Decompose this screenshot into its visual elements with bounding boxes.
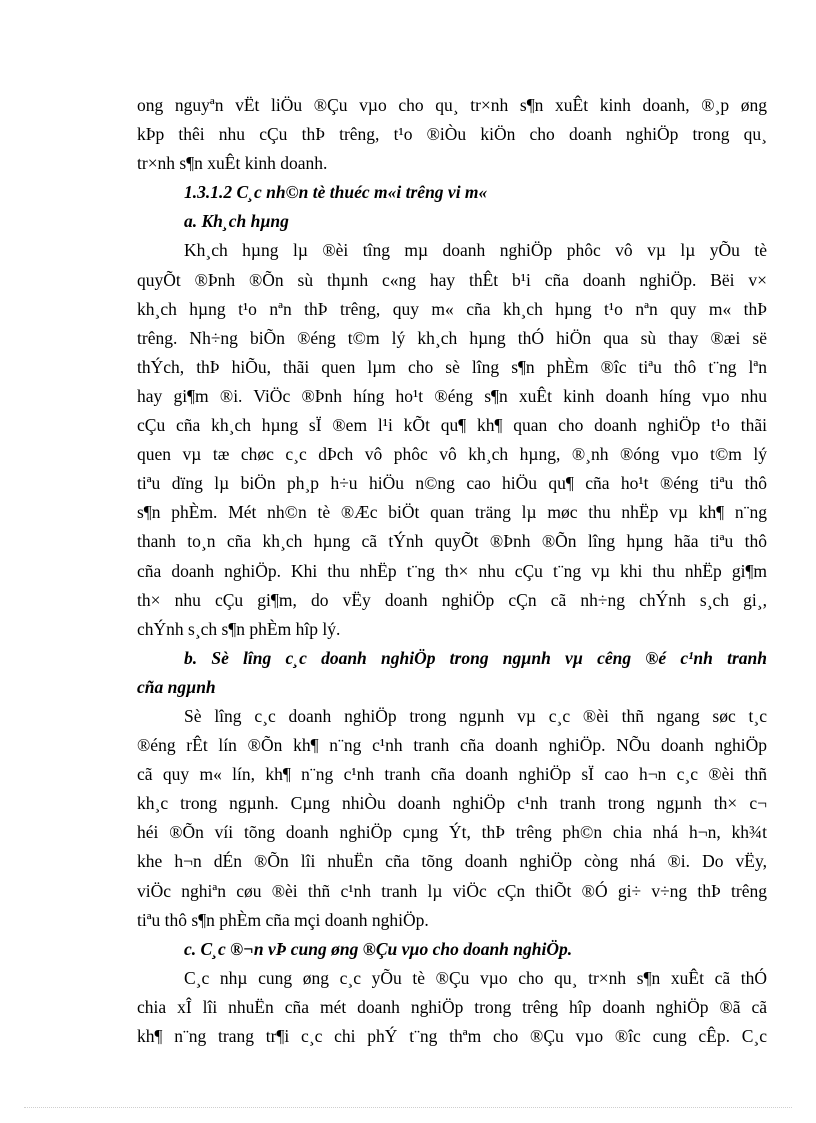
text-line: kh¸ch hµng t¹o nªn thÞ trêng, quy m« cña kh¸ch hµng t¹o nªn quy m« thÞ (137, 298, 767, 319)
subsection-heading: b. Sè lîng c¸c doanh nghiÖp trong ngµnh vµ cêng ®é c¹nh tranh (184, 647, 767, 668)
text-line: kh¸c trong ngµnh. Cµng nhiÒu doanh nghiÖp c¹nh tranh trong ngµnh th× c¬ (137, 793, 767, 814)
text-line: trêng. Nh÷ng biÕn ®éng t©m lý kh¸ch hµng thÓ hiÖn qua sù thay ®æi së (137, 327, 767, 348)
text-line: khe h¬n dÉn ®Õn lîi nhuËn cña tõng doanh nghiÖp còng nhá ®i. Do vËy, (137, 851, 767, 872)
text-line: kh¶ n¨ng trang tr¶i c¸c chi phÝ t¨ng thªm cho ®Çu vµo ®îc cung cÊp. C¸c (137, 1026, 767, 1046)
text-line: tiªu thô s¶n phÈm cña mçi doanh nghiÖp. (137, 909, 429, 930)
text-line: Kh¸ch hµng lµ ®èi tîng mµ doanh nghiÖp phôc vô vµ lµ yÕu tè (184, 240, 767, 261)
text-line: quen vµ tæ chøc c¸c dÞch vô phôc vô kh¸ch hµng, ®¸nh ®óng vµo t©m lý (137, 444, 767, 465)
text-line: hay gi¶m ®i. ViÖc ®Þnh híng ho¹t ®éng s¶n xuÊt kinh doanh híng vµo nhu (137, 385, 767, 406)
text-line: cã quy m« lín, kh¶ n¨ng c¹nh tranh cña doanh nghiÖp sÏ cao h¬n c¸c ®èi thñ (137, 764, 767, 785)
text-line: th× nhu cÇu gi¶m, do vËy doanh nghiÖp cÇn cã nh÷ng chÝnh s¸ch gi¸, (137, 589, 767, 610)
text-line: s¶n phÈm. Mét nh©n tè ®Æc biÖt quan träng lµ møc thu nhËp vµ kh¶ n¨ng (137, 502, 767, 523)
body-text (137, 91, 767, 1051)
text-line: chia xÎ lîi nhuËn cña mét doanh nghiÖp trong trêng hîp doanh nghiÖp ®ã cã (137, 996, 767, 1017)
text-line: thÝch, thÞ hiÕu, thãi quen lµm cho sè lîng s¶n phÈm ®îc tiªu thô t¨ng lªn (137, 356, 767, 377)
text-line: quyÕt ®Þnh ®Õn sù thµnh c«ng hay thÊt b¹i cña doanh nghiÖp. Bëi v× (137, 269, 767, 290)
section-heading: 1.3.1.2 C¸c nh©n tè thuéc m«i trêng vi m« (184, 182, 488, 203)
text-line: ong nguyªn vËt liÖu ®Çu vµo cho qu¸ tr×nh s¶n xuÊt kinh doanh, ®¸p øng (137, 95, 767, 115)
text-line: chÝnh s¸ch s¶n phÈm hîp lý. (137, 618, 341, 639)
text-line: cÇu cña kh¸ch hµng sÏ ®em l¹i kÕt qu¶ kh¶ quan cho doanh nghiÖp t¹o thãi (137, 415, 767, 436)
subsection-heading: c. C¸c ®¬n vÞ cung øng ®Çu vµo cho doanh nghiÖp. (184, 938, 573, 959)
text-line: cña doanh nghiÖp. Khi thu nhËp t¨ng th× nhu cÇu t¨ng vµ khi thu nhËp gi¶m (137, 560, 767, 581)
text-line: tiªu dïng lµ biÖn ph¸p h÷u hiÖu n©ng cao hiÖu qu¶ cña ho¹t ®éng tiªu thô (137, 473, 767, 494)
text-line: thanh to¸n cña kh¸ch hµng cã tÝnh quyÕt ®Þnh ®Õn lîng hµng hãa tiªu thô (137, 531, 767, 552)
page-bottom-divider (24, 1107, 792, 1108)
text-line: Sè lîng c¸c doanh nghiÖp trong ngµnh vµ c¸c ®èi thñ ngang søc t¸c (184, 705, 767, 726)
subsection-heading: a. Kh¸ch hµng (184, 211, 289, 232)
text-line: viÖc nghiªn cøu ®èi thñ c¹nh tranh lµ viÖc cÇn thiÕt ®Ó gi÷ v÷ng thÞ trêng (137, 880, 767, 901)
text-line: tr×nh s¶n xuÊt kinh doanh. (137, 153, 328, 174)
text-line: kÞp thêi nhu cÇu thÞ trêng, t¹o ®iÒu kiÖn cho doanh nghiÖp trong qu¸ (137, 124, 767, 145)
text-line: ®éng rÊt lín ®Õn kh¶ n¨ng c¹nh tranh cña doanh nghiÖp. NÕu doanh nghiÖp (137, 735, 767, 756)
text-line: C¸c nhµ cung øng c¸c yÕu tè ®Çu vµo cho qu¸ tr×nh s¶n xuÊt cã thÓ (184, 967, 767, 988)
subsection-heading-cont: cña ngµnh (137, 676, 216, 697)
text-line: héi ®Õn víi tõng doanh nghiÖp cµng Ýt, thÞ trêng ph©n chia nhá h¬n, kh¾t (137, 822, 767, 843)
